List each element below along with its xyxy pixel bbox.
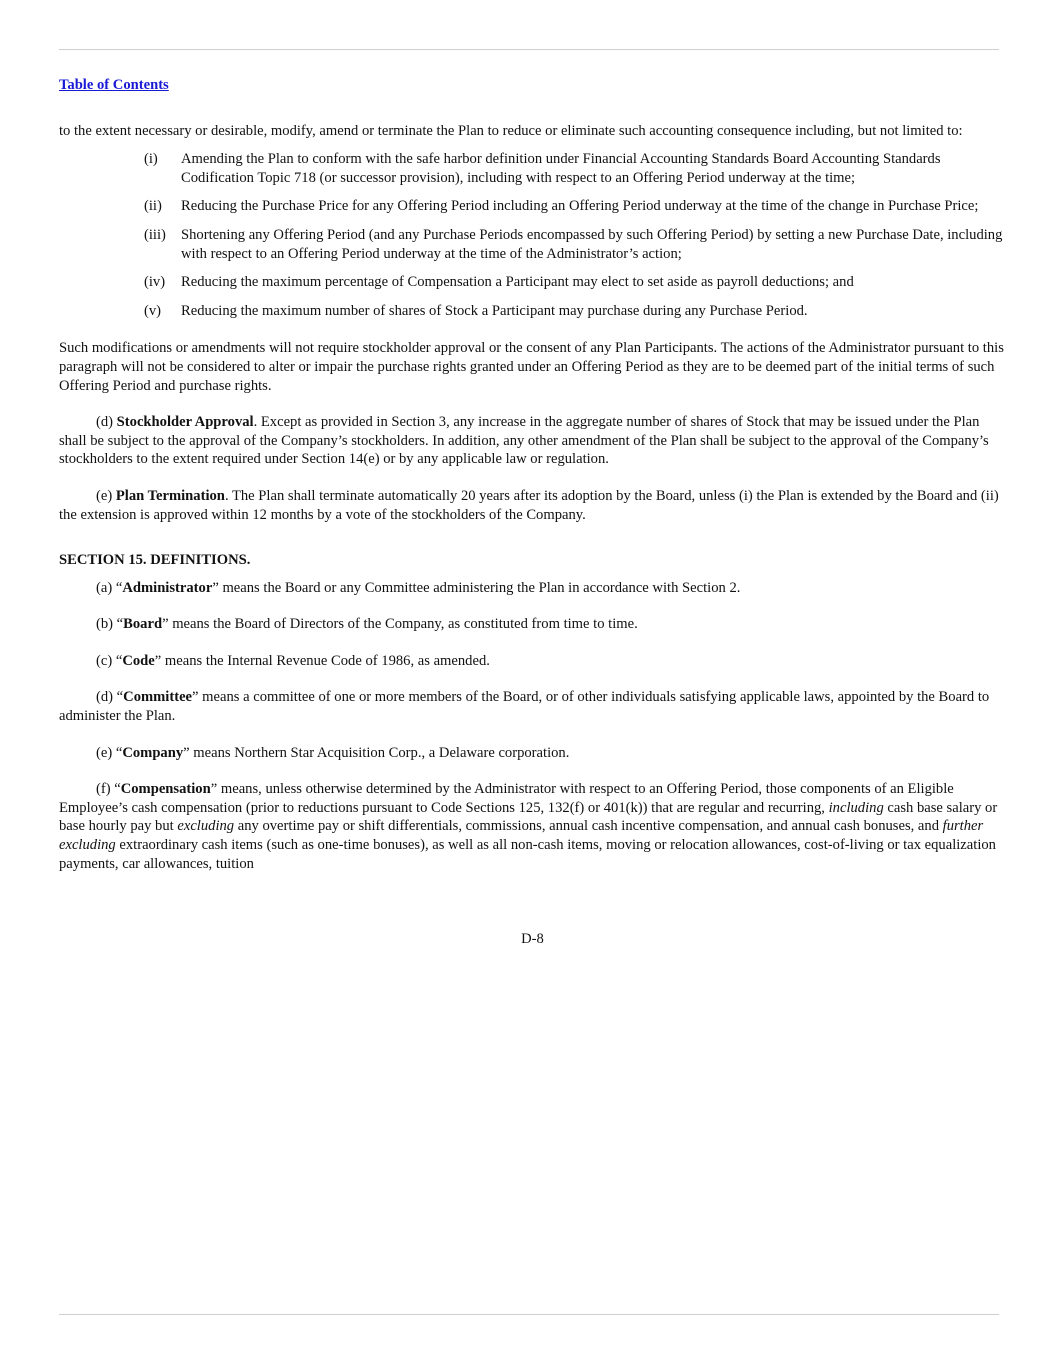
definition-committee: [59, 688, 1007, 725]
definition-text: ” means Northern Star Acquisition Corp., a Delaware corporation.: [183, 744, 570, 761]
definition-text: ” means, unless otherwise determined by the Administrator with respect to an Offering Period, those components of an Eligible Employee’s cash compensation (prior to reductions pursuant to Code Sections 125, 132(f) or 401(k)) that are regular and recurring,: [59, 781, 954, 816]
definition-prefix: (f) “: [96, 781, 121, 798]
modifications-paragraph: Such modifications or amendments will not require stockholder approval or the consent of any Plan Participants. The actions of the Administrator pursuant to this paragraph will not be considered to alter or impair the purchase rights granted under an Offering Period as they are to be deemed part of the initial terms of such Offering Period and purchase rights.: [59, 340, 1004, 394]
defined-term: Committee: [123, 689, 193, 706]
list-item: [59, 273, 1007, 292]
paragraph-prefix: (d): [96, 414, 117, 431]
definition-prefix: (b) “: [96, 616, 124, 633]
table-of-contents-link[interactable]: Table of Contents: [59, 77, 169, 93]
defined-term: Stockholder Approval: [116, 414, 254, 431]
footer-rule: [59, 1314, 999, 1315]
plan-termination-paragraph: [59, 487, 1007, 524]
emphasis-text: including: [828, 799, 884, 816]
definition-text: cash base salary or base hourly pay but: [59, 799, 998, 835]
definition-prefix: (a) “: [96, 579, 123, 596]
list-item-number: (iii): [144, 226, 166, 243]
page-body: [59, 76, 1007, 873]
definition-text: ” means the Board of Directors of the Company, as constituted from time to time.: [162, 616, 638, 633]
definition-text: ” means the Board or any Committee administering the Plan in accordance with Section 2.: [212, 579, 741, 596]
list-item: [59, 226, 1007, 263]
list-item-text: Reducing the Purchase Price for any Offering Period including an Offering Period underway at the time of the change in Purchase Price;: [181, 198, 979, 215]
emphasis-text: excluding: [177, 818, 235, 835]
amendment-list: [59, 150, 1007, 320]
list-item-text: Amending the Plan to conform with the safe harbor definition under Financial Accounting Standards Board Accounting Standards Codification Topic 718 (or successor provision), including with respect to an Offering Period underway at the time;: [181, 151, 941, 186]
definition-prefix: (c) “: [96, 652, 123, 669]
list-item: [59, 150, 1007, 187]
stockholder-approval-paragraph: [59, 413, 1007, 469]
list-item-number: (ii): [144, 198, 162, 215]
defined-term: Compensation: [120, 781, 211, 798]
list-item-number: (i): [144, 151, 158, 168]
list-item-number: (iv): [144, 274, 166, 291]
defined-term: Company: [122, 744, 184, 761]
defined-term: Code: [122, 652, 155, 669]
definition-text: extraordinary cash items (such as one-time bonuses), as well as all non-cash items, moving or relocation allowances, cost-of-living or tax equalization payments, car allowances, tuition: [59, 837, 996, 872]
list-item-text: Shortening any Offering Period (and any Purchase Periods encompassed by such Offering Period) by setting a new Purchase Date, including with respect to an Offering Period underway at the time of the Administrator’s action;: [181, 226, 1003, 262]
definition-company: [59, 744, 1007, 763]
list-item: [59, 302, 1007, 321]
definition-prefix: (d) “: [96, 689, 124, 706]
paragraph-prefix: (e): [96, 487, 116, 504]
definition-administrator: [59, 579, 1007, 598]
list-item-text: Reducing the maximum number of shares of Stock a Participant may purchase during any Purchase Period.: [181, 302, 808, 319]
definition-board: [59, 615, 1007, 634]
list-item-text: Reducing the maximum percentage of Compensation a Participant may elect to set aside as payroll deductions; and: [181, 274, 854, 291]
definition-text: ” means the Internal Revenue Code of 1986, as amended.: [154, 652, 490, 669]
definition-compensation: [59, 780, 1007, 873]
defined-term: Administrator: [122, 579, 213, 596]
definition-text: any overtime pay or shift differentials, commissions, annual cash incentive compensation, and annual cash bonuses, and: [234, 818, 943, 835]
page-number: D-8: [521, 931, 544, 947]
intro-paragraph: to the extent necessary or desirable, modify, amend or terminate the Plan to reduce or eliminate such accounting consequence including, but not limited to:: [59, 122, 963, 139]
paragraph-text: . Except as provided in Section 3, any increase in the aggregate number of shares of Stock that may be issued under the Plan shall be subject to the approval of the Company’s stockholders. In addition, any other amendment of the Plan shall be subject to the approval of the Company’s stockholders to the extent required under Section 14(e) or by any applicable law or regulation.: [59, 414, 989, 468]
definition-prefix: (e) “: [96, 744, 123, 761]
list-item-number: (v): [144, 302, 162, 319]
emphasis-text: further excluding: [59, 818, 984, 854]
definition-text: ” means a committee of one or more members of the Board, or of other individuals satisfying applicable laws, appointed by the Board to administer the Plan.: [59, 689, 990, 725]
list-item: [59, 197, 1007, 216]
definition-code: [59, 652, 1007, 671]
defined-term: Plan Termination: [115, 487, 225, 504]
section-heading: SECTION 15. DEFINITIONS.: [59, 552, 251, 569]
paragraph-text: . The Plan shall terminate automatically 20 years after its adoption by the Board, unless (i) the Plan is extended by the Board and (ii) the extension is approved within 12 months by a vote of the stockholders of the Company.: [59, 487, 999, 523]
header-rule: [59, 49, 999, 50]
defined-term: Board: [123, 616, 163, 633]
